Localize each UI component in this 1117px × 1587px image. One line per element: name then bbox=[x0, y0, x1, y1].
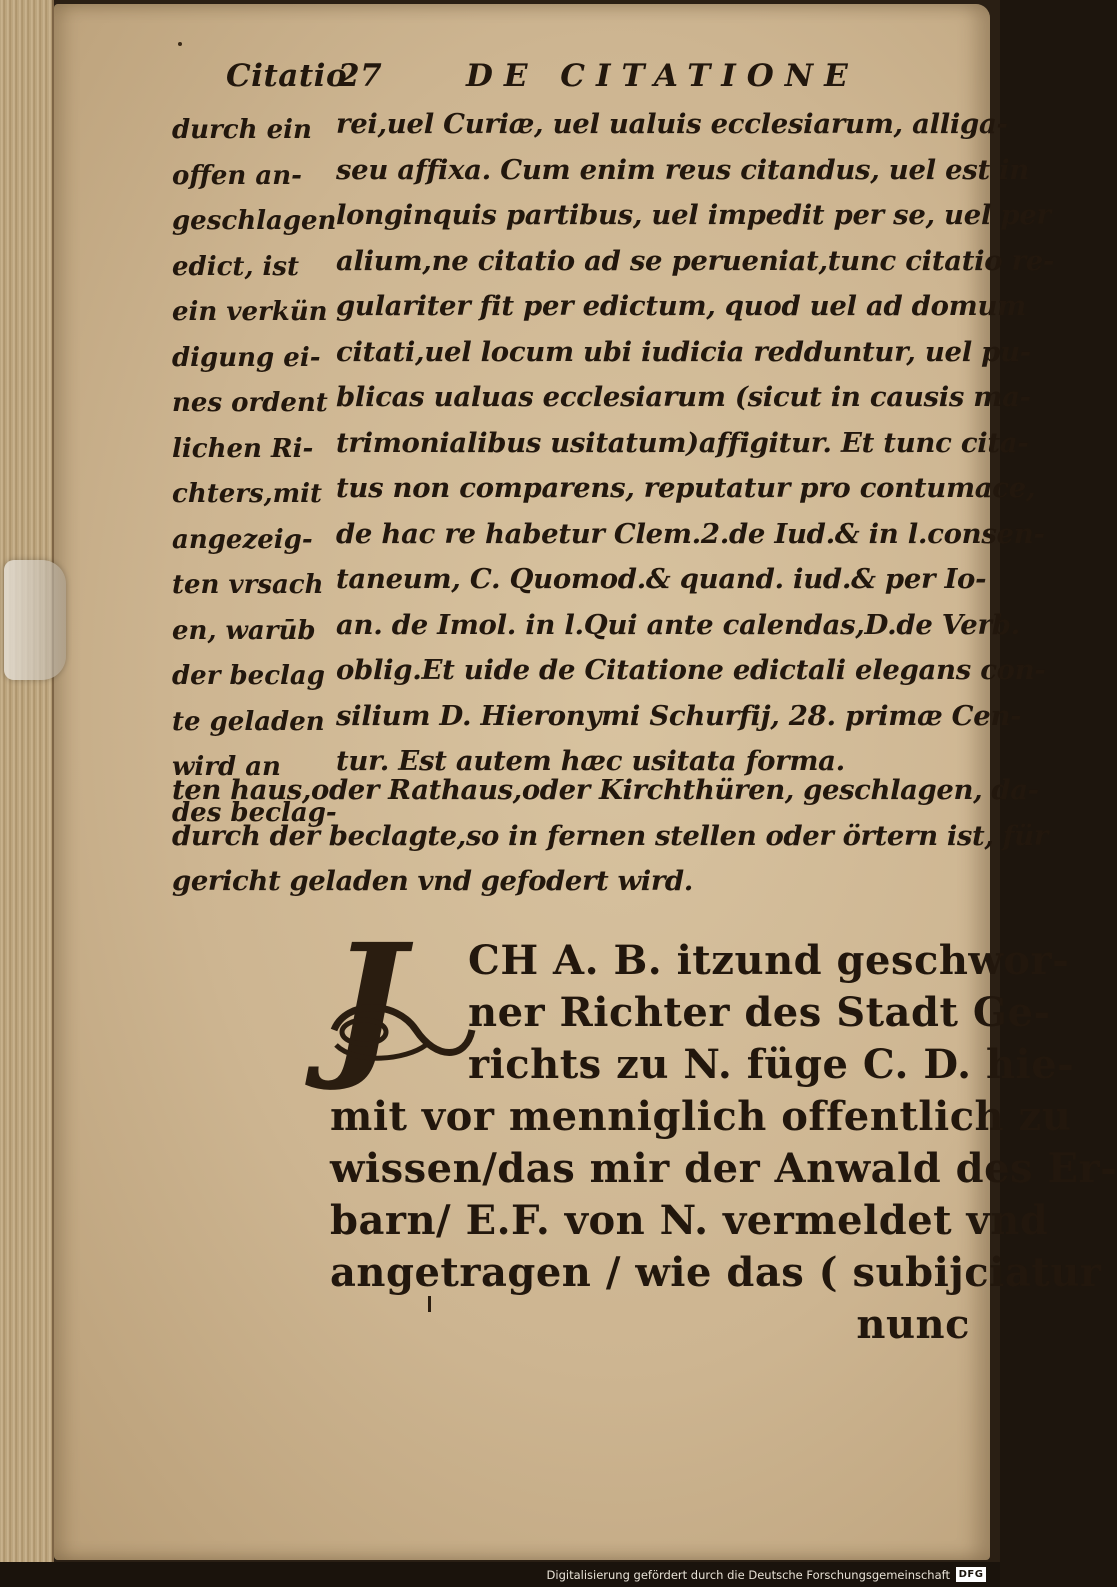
text-line: ten haus,oder Rathaus,oder Kirchthüren, geschlagen, da- bbox=[172, 774, 1039, 806]
text-line: trimonialibus usitatum)affigitur. Et tunc cita- bbox=[336, 426, 1029, 459]
form-line: ner Richter des Stadt Ge- bbox=[468, 989, 1051, 1036]
gloss-line: te geladen bbox=[172, 706, 325, 737]
gloss-line: edict, ist bbox=[172, 251, 300, 282]
running-header bbox=[170, 58, 930, 108]
text-line: de hac re habetur Clem.2.de Iud.& in l.consen- bbox=[336, 517, 1045, 550]
text-line: gericht geladen vnd gefodert wird. bbox=[172, 865, 693, 897]
form-line: mit vor menniglich offentlich zu bbox=[330, 1093, 1072, 1140]
main-text bbox=[336, 102, 1055, 785]
form-line: angetragen / wie das ( subijciatur bbox=[330, 1249, 1102, 1296]
side-gloss bbox=[172, 108, 337, 836]
signature-mark bbox=[428, 1296, 431, 1312]
gloss-line: en, warūb bbox=[172, 615, 316, 646]
gloss-line: offen an- bbox=[172, 160, 302, 191]
form-line: wissen/das mir der Anwald des Er- bbox=[330, 1145, 1117, 1192]
text-line: alium,ne citatio ad se perueniat,tunc citatio re- bbox=[336, 244, 1055, 277]
text-line: oblig.Et uide de Citatione edictali elegans con- bbox=[336, 654, 1046, 686]
text-line: an. de Imol. in l.Qui ante calendas,D.de Verb. bbox=[336, 608, 1020, 641]
gloss-line: ein verkün bbox=[172, 297, 328, 327]
decorated-initial: J bbox=[330, 910, 405, 1095]
funding-credit: Digitalisierung gefördert durch die Deutsche Forschungsgemeinschaft bbox=[546, 1568, 950, 1582]
gloss-line: chters,mit bbox=[172, 479, 323, 509]
text-line: tus non comparens, reputatur pro contumace, bbox=[336, 472, 1036, 504]
text-line: taneum, C. Quomod.& quand. iud.& per Io- bbox=[336, 563, 987, 595]
text-line: durch der beclagte,so in fernen stellen oder örtern ist, für bbox=[172, 819, 1048, 852]
gloss-line: angezeig- bbox=[172, 524, 313, 555]
text-line: citati,uel locum ubi iudicia redduntur, uel pu- bbox=[336, 335, 1031, 368]
continuation-text bbox=[172, 768, 1048, 905]
gloss-line: ten vrsach bbox=[172, 570, 324, 600]
gloss-line: geschlagen bbox=[172, 206, 337, 236]
gloss-line: lichen Ri- bbox=[172, 433, 314, 464]
header-left: Citatio bbox=[226, 58, 348, 94]
page-number: 27 bbox=[338, 58, 383, 94]
dfg-logo-icon: DFG bbox=[956, 1567, 986, 1582]
gloss-line: wird an bbox=[172, 752, 281, 782]
text-line: longinquis partibus, uel impedit per se, uel per bbox=[336, 199, 1051, 231]
catchword: nunc bbox=[856, 1301, 970, 1348]
ink-dot bbox=[178, 42, 182, 46]
text-line: tur. Est autem hæc usitata forma. bbox=[336, 745, 845, 777]
text-line: rei,uel Curiæ, uel ualuis ecclesiarum, alliga- bbox=[336, 108, 1008, 140]
page-clip bbox=[4, 560, 66, 680]
gloss-line: durch ein bbox=[172, 115, 312, 145]
text-line: blicas ualuas ecclesiarum (sicut in causis ma- bbox=[336, 381, 1031, 413]
text-line: gulariter fit per edictum, quod uel ad domum bbox=[336, 290, 1026, 322]
gloss-line: nes ordent bbox=[172, 388, 328, 418]
form-line: CH A. B. itzund geschwor- bbox=[468, 937, 1070, 984]
gloss-line: digung ei- bbox=[172, 342, 321, 373]
citation-form bbox=[330, 935, 1117, 1351]
form-line: richts zu N. füge C. D. hie- bbox=[468, 1041, 1075, 1088]
gloss-line: der beclag bbox=[172, 661, 325, 691]
form-line: barn/ E.F. von N. vermeldet vnd bbox=[330, 1197, 1049, 1244]
gloss-line: des beclag- bbox=[172, 797, 337, 828]
page-edges bbox=[0, 0, 54, 1562]
text-line: seu affixa. Cum enim reus citandus, uel est in bbox=[336, 153, 1029, 186]
header-title: DE CITATIONE bbox=[466, 58, 859, 94]
text-line: silium D. Hieronymi Schurfij, 28. primæ Cen- bbox=[336, 699, 1022, 732]
footer-bar bbox=[0, 1562, 1000, 1587]
